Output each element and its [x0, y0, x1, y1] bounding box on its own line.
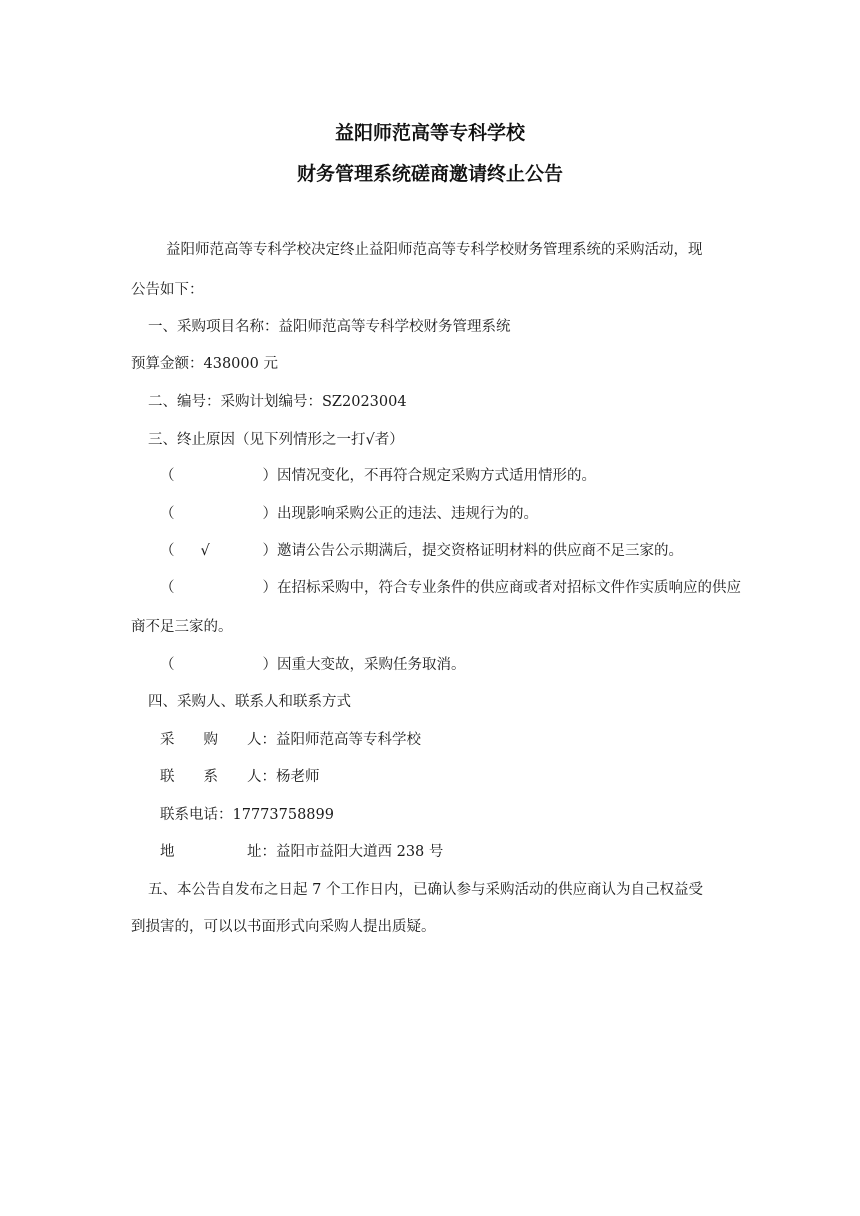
section-5-line-2: 到损害的，可以以书面形式向采购人提出质疑。 [131, 919, 436, 935]
section-4-heading: 四、采购人、联系人和联系方式 [148, 694, 351, 710]
reason-item [160, 504, 538, 524]
reason-open-paren: （ [160, 506, 175, 522]
reason-open-paren: （ [160, 468, 175, 484]
reason-close-paren: ） [262, 543, 277, 559]
reason-item-checked [160, 541, 683, 561]
reason-close-paren: ） [262, 506, 277, 522]
reason-text: 因重大变故，采购任务取消。 [277, 657, 466, 673]
address-line: 地 址：益阳市益阳大道西 238 号 [160, 844, 444, 860]
reason-close-paren: ） [262, 657, 277, 673]
checkmark-icon: √ [200, 543, 210, 559]
purchaser-line: 采 购 人：益阳师范高等专科学校 [160, 732, 421, 748]
section-5-line-1: 五、本公告自发布之日起 7 个工作日内，已确认参与采购活动的供应商认为自己权益受 [148, 882, 703, 898]
section-3-heading: 三、终止原因（见下列情形之一打√者） [148, 432, 404, 448]
reason-open-paren: （ [160, 543, 175, 559]
reason-item [160, 578, 741, 598]
reason-text-continued: 商不足三家的。 [131, 619, 233, 635]
reason-text: 因情况变化，不再符合规定采购方式适用情形的。 [277, 468, 596, 484]
reason-text: 邀请公告公示期满后，提交资格证明材料的供应商不足三家的。 [277, 543, 683, 559]
section-1-budget: 预算金额：438000 元 [131, 356, 278, 372]
contact-line: 联 系 人：杨老师 [160, 769, 320, 785]
section-2-number: 二、编号：采购计划编号：SZ2023004 [148, 394, 407, 410]
reason-close-paren: ） [262, 468, 277, 484]
intro-line-2: 公告如下： [131, 282, 204, 298]
reason-open-paren: （ [160, 657, 175, 673]
reason-text: 出现影响采购公正的违法、违规行为的。 [277, 506, 538, 522]
reason-close-paren: ） [262, 580, 277, 596]
notice-title: 财务管理系统磋商邀请终止公告 [296, 163, 563, 185]
section-1-project-name: 一、采购项目名称：益阳师范高等专科学校财务管理系统 [148, 319, 511, 335]
intro-line-1: 益阳师范高等专科学校决定终止益阳师范高等专科学校财务管理系统的采购活动，现 [166, 242, 703, 258]
reason-item [160, 655, 466, 675]
reason-open-paren: （ [160, 580, 175, 596]
reason-item [160, 466, 596, 486]
phone-line: 联系电话：17773758899 [160, 807, 334, 823]
school-title: 益阳师范高等专科学校 [334, 122, 525, 144]
reason-text: 在招标采购中，符合专业条件的供应商或者对招标文件作实质响应的供应 [277, 580, 741, 596]
